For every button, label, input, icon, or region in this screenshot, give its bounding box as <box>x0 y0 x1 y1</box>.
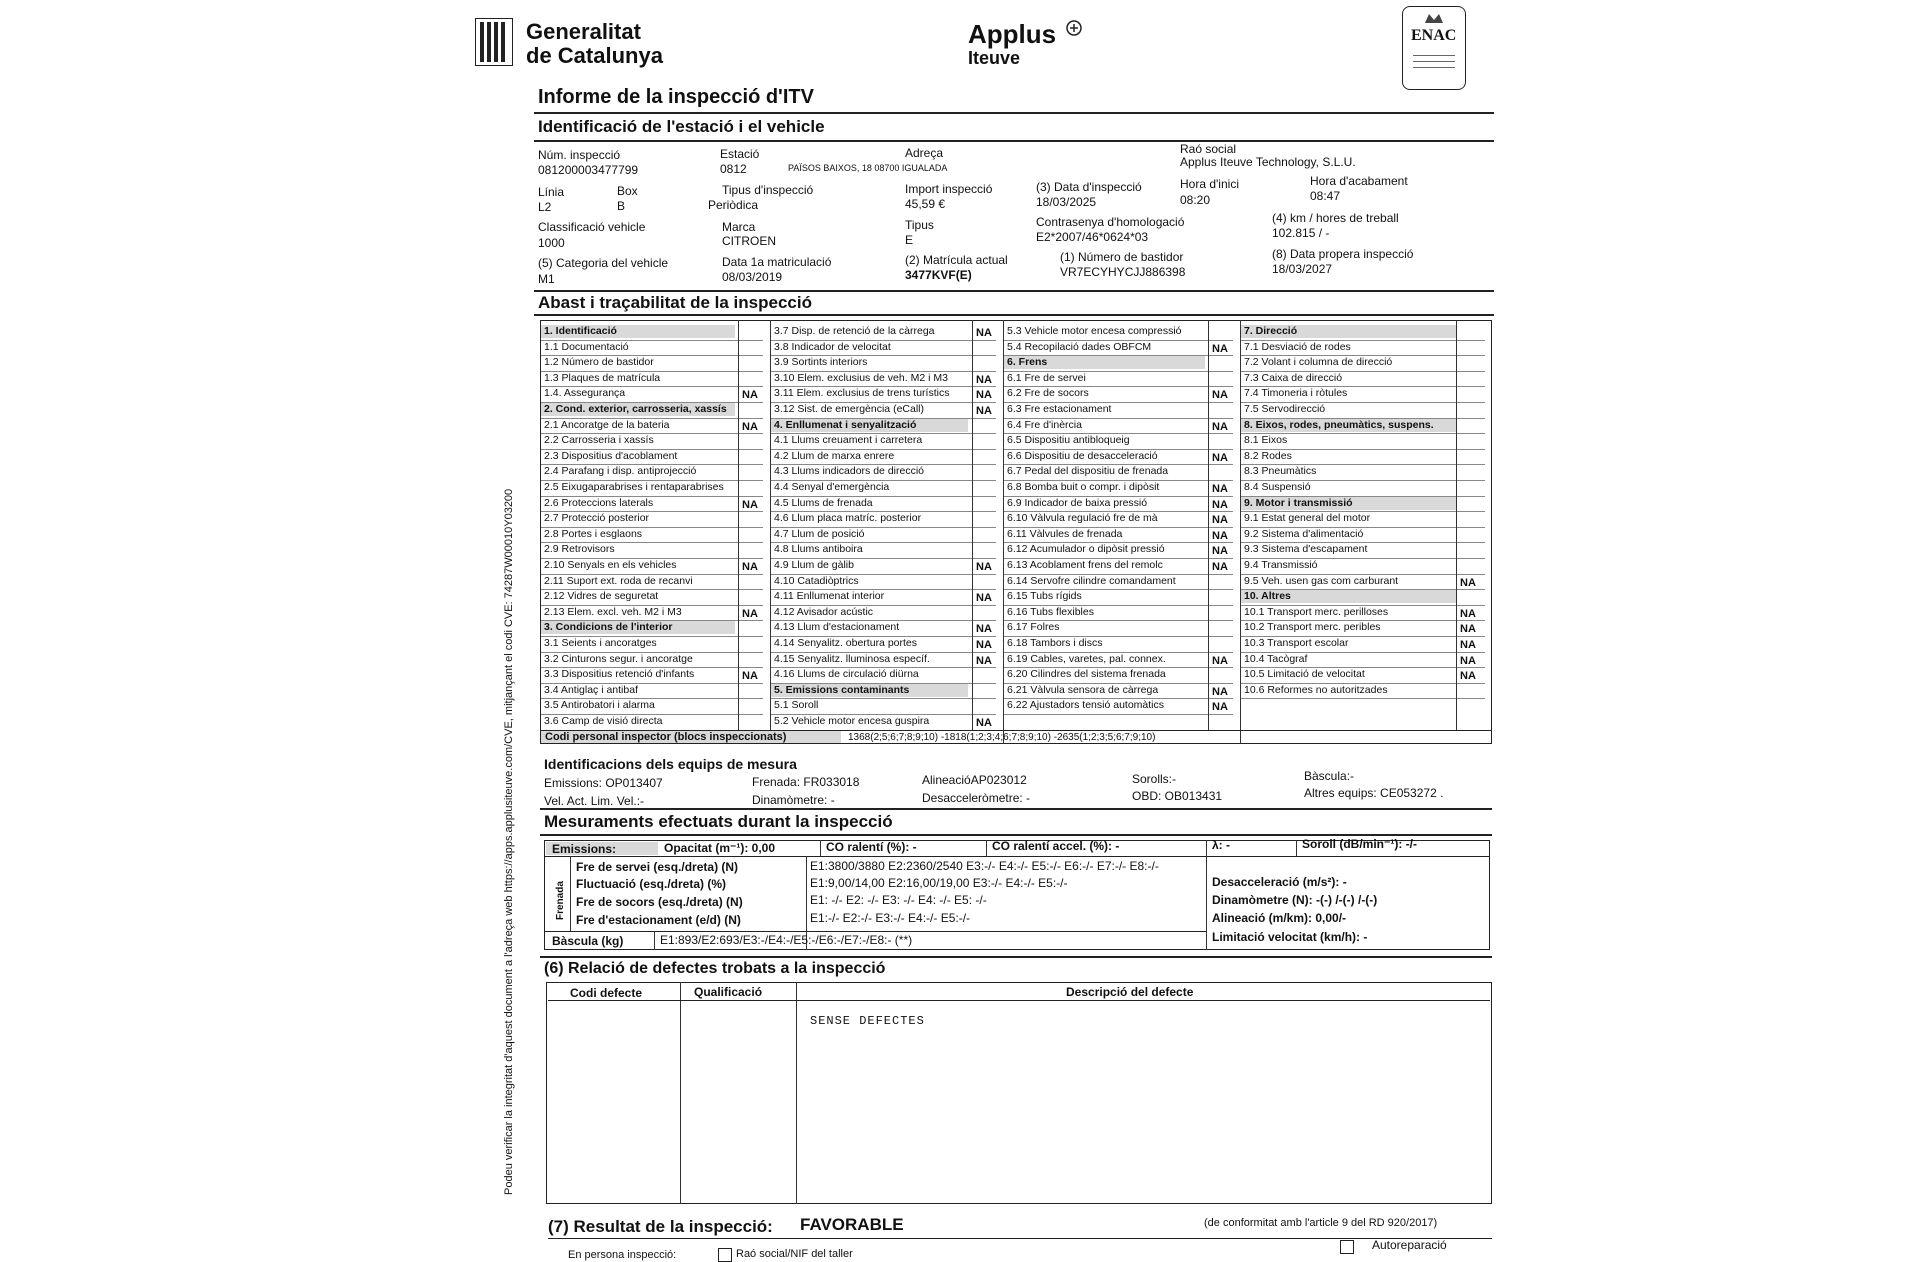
abast-item: 4.6 Llum placa matríc. posterior <box>774 512 922 525</box>
abast-item: 6.4 Fre d'inèrcia <box>1007 418 1082 431</box>
abast-item: 2. Cond. exterior, carrosseria, xassís <box>544 403 727 415</box>
abast-item: 3.12 Sist. de emergència (eCall) <box>774 403 924 415</box>
abast-item: 1.4. Assegurança <box>544 387 626 400</box>
abast-item: 4.9 Llum de gàlib <box>774 559 854 571</box>
abast-item: 4.4 Senyal d'emergència <box>774 481 890 493</box>
abast-item: 1.2 Número de bastidor <box>544 356 654 369</box>
dinam-label: Dinamòmetre (N): -(-) /-(-) /-(-) <box>1212 893 1378 907</box>
fluct-label: Fluctuació (esq./dreta) (%) <box>576 877 727 891</box>
abast-item: 6.19 Cables, varetes, pal. connex. <box>1007 652 1166 665</box>
col-descripcio: Descripció del defecte <box>1066 985 1194 999</box>
hora-ini-label: Hora d'inici <box>1180 177 1239 191</box>
hora-fi-label: Hora d'acabament <box>1310 174 1408 188</box>
abast-na-mark: NA <box>1212 342 1228 355</box>
soroll: Soroll (dB/min⁻¹): -/- <box>1302 837 1417 851</box>
estac-label: Fre d'estacionament (e/d) (N) <box>576 913 741 927</box>
abast-item: 6.15 Tubs rígids <box>1007 590 1082 603</box>
abast-item: 6.7 Pedal del dispositiu de frenada <box>1007 465 1169 478</box>
abast-item: 6.1 Fre de servei <box>1007 371 1086 384</box>
abast-item: 3.9 Sortints interiors <box>774 356 868 369</box>
desacc-label: Desacceleració (m/s²): - <box>1212 875 1347 889</box>
frenada-vertical-label: Frenada <box>555 881 566 920</box>
abast-item: 3.5 Antirobatori i alarma <box>544 699 655 712</box>
abast-item: 9.5 Veh. usen gas com carburant <box>1244 574 1399 587</box>
abast-na-mark: NA <box>976 639 992 651</box>
abast-item: 4.8 Llums antiboira <box>774 543 863 556</box>
propera-value: 18/03/2027 <box>1272 262 1333 276</box>
abast-na-mark: NA <box>742 561 758 573</box>
abast-na-mark: NA <box>1460 639 1476 651</box>
estacio-label: Estació <box>720 147 760 161</box>
estac-value: E1:-/- E2:-/- E3:-/- E4:-/- E5:-/- <box>810 911 971 925</box>
matric-data-label: Data 1a matriculació <box>722 255 832 269</box>
abast-na-mark: NA <box>1212 483 1228 495</box>
homol-value: E2*2007/46*0624*03 <box>1036 230 1149 244</box>
box-label: Box <box>617 184 638 198</box>
hora-ini-value: 08:20 <box>1180 193 1211 207</box>
codi-inspector-label: Codi personal inspector (blocs inspeccionats) <box>545 731 787 743</box>
abast-item: 7.5 Servodirecció <box>1244 403 1326 415</box>
abast-item: 10.6 Reformes no autoritzades <box>1244 683 1388 696</box>
resultat-label: (7) Resultat de la inspecció: <box>548 1217 773 1236</box>
homol-label: Contrasenya d'homologació <box>1036 215 1185 229</box>
abast-item: 8.4 Suspensió <box>1244 481 1311 493</box>
applus-plus-icon <box>1066 20 1082 41</box>
class-value: 1000 <box>538 236 565 250</box>
abast-item: 3.10 Elem. exclusius de veh. M2 i M3 <box>774 371 948 384</box>
estacio-value: 0812 <box>720 162 747 176</box>
gov-line2: de Catalunya <box>526 43 663 68</box>
abast-item: 9.4 Transmissió <box>1244 559 1318 571</box>
abast-na-mark: NA <box>1460 576 1476 589</box>
abast-item: 7.2 Volant i columna de direcció <box>1244 356 1393 369</box>
abast-na-mark: NA <box>1460 670 1476 683</box>
abast-item: 6.22 Ajustadors tensió automàtics <box>1007 699 1165 712</box>
socors-label: Fre de socors (esq./dreta) (N) <box>576 895 743 909</box>
abast-item: 4.14 Senyalitz. obertura portes <box>774 637 918 649</box>
abast-na-mark: NA <box>976 389 992 402</box>
tipus-value: E <box>905 233 914 247</box>
abast-na-mark: NA <box>976 373 992 386</box>
box-value: B <box>617 199 626 213</box>
abast-item: 4.7 Llum de posició <box>774 527 865 540</box>
fre-servei-value: E1:3800/3880 E2:2360/2540 E3:-/- E4:-/- E5:-/- E6:-/- E7:-/- E8:-/- <box>810 859 1159 873</box>
abast-item: 10.1 Transport merc. perilloses <box>1244 605 1389 618</box>
abast-item: 6.8 Bomba buit o compr. i dipòsit <box>1007 481 1160 493</box>
abast-na-mark: NA <box>1460 623 1476 636</box>
abast-item: 6.16 Tubs flexibles <box>1007 605 1094 618</box>
persona-label: En persona inspecció: <box>568 1249 677 1261</box>
autoreparacio-label: Autoreparació <box>1372 1238 1447 1252</box>
abast-item: 2.8 Portes i esglaons <box>544 527 643 540</box>
abast-item: 5.4 Recopilació dades OBFCM <box>1007 340 1152 353</box>
sense-defectes: SENSE DEFECTES <box>810 1014 925 1028</box>
equip-altres: Altres equips: CE053272 . <box>1304 786 1444 800</box>
equip-alineacio: AlineacióAP023012 <box>922 773 1027 787</box>
abast-item: 4.15 Senyalitz. lluminosa específ. <box>774 652 930 665</box>
data-label: (3) Data d'inspecció <box>1036 180 1142 194</box>
matric-label: (2) Matrícula actual <box>905 253 1008 267</box>
linia-label: Línia <box>538 185 565 199</box>
marca-label: Marca <box>722 220 756 234</box>
abast-item: 10. Altres <box>1244 590 1291 603</box>
applus-subtext: Iteuve <box>968 48 1021 68</box>
co-accel: CO ralentí accel. (%): - <box>992 839 1120 853</box>
enac-logo <box>1402 6 1466 90</box>
abast-item: 4.13 Llum d'estacionament <box>774 621 900 634</box>
abast-item: 6.18 Tambors i discs <box>1007 637 1103 649</box>
abast-na-mark: NA <box>1212 654 1228 667</box>
abast-na-mark: NA <box>976 654 992 667</box>
equip-obd: OBD: OB013431 <box>1132 789 1223 803</box>
co-ralenti: CO ralentí (%): - <box>826 840 917 854</box>
hora-fi-value: 08:47 <box>1310 189 1341 203</box>
data-value: 18/03/2025 <box>1036 195 1097 209</box>
abast-item: 1.3 Plaques de matrícula <box>544 371 661 384</box>
abast-item: 7. Direcció <box>1244 325 1298 337</box>
abast-item: 7.4 Timoneria i ròtules <box>1244 387 1348 400</box>
abast-item: 10.4 Tacògraf <box>1244 652 1308 665</box>
side-verification-text: Podeu verificar la integritat d'aquest document a l'adreça web https://apps.applusiteuve.com/CVE, mitjançant el codi CVE: 74287W00010Y03200 <box>503 488 515 1195</box>
col-codi-defecte: Codi defecte <box>570 986 643 1000</box>
abast-na-mark: NA <box>1212 701 1228 714</box>
defectes-table <box>546 982 1492 1204</box>
abast-item: 3.2 Cinturons segur. i ancoratge <box>544 652 693 665</box>
abast-na-mark: NA <box>976 592 992 605</box>
abast-item: 9.3 Sistema d'escapament <box>1244 543 1368 556</box>
marca-value: CITROEN <box>722 234 776 248</box>
abast-item: 7.1 Desviació de rodes <box>1244 340 1351 353</box>
bascula-value: E1:893/E2:693/E3:-/E4:-/E5:-/E6:-/E7:-/E8:- (**) <box>660 933 913 947</box>
abast-na-mark: NA <box>1460 654 1476 667</box>
alin-label: Alineació (m/km): 0,00/- <box>1212 911 1347 925</box>
abast-item: 4.2 Llum de marxa enrere <box>774 449 895 462</box>
abast-item: 3.7 Disp. de retenció de la càrrega <box>774 325 935 337</box>
abast-item: 2.2 Carrosseria i xassís <box>544 434 654 447</box>
abast-item: 8.1 Eixos <box>1244 434 1288 447</box>
abast-item: 8. Eixos, rodes, pneumàtics, suspens. <box>1244 418 1434 431</box>
abast-item: 8.3 Pneumàtics <box>1244 465 1317 478</box>
abast-na-mark: NA <box>1212 451 1228 464</box>
abast-item: 3.6 Camp de visió directa <box>544 715 663 727</box>
cat-label: (5) Categoria del vehicle <box>538 256 669 270</box>
bastidor-value: VR7ECYHYCJJ886398 <box>1060 265 1186 279</box>
mesuraments-heading: Mesuraments efectuats durant la inspecció <box>544 812 893 831</box>
abast-na-mark: NA <box>742 420 758 433</box>
abast-na-mark: NA <box>742 607 758 620</box>
abast-item: 4.1 Llums creuament i carretera <box>774 434 923 447</box>
abast-na-mark: NA <box>742 389 758 402</box>
tipus-insp-label: Tipus d'inspecció <box>722 183 814 197</box>
abast-item: 6.9 Indicador de baixa pressió <box>1007 496 1148 509</box>
abast-item: 2.13 Elem. excl. veh. M2 i M3 <box>544 605 682 618</box>
abast-na-mark: NA <box>742 670 758 683</box>
equip-bascula: Bàscula:- <box>1304 769 1355 783</box>
tipus-label: Tipus <box>905 218 934 232</box>
cat-value: M1 <box>538 272 555 286</box>
abast-na-mark: NA <box>1212 545 1228 558</box>
abast-item: 3.11 Elem. exclusius de trens turístics <box>774 387 950 400</box>
abast-na-mark: NA <box>1212 420 1228 433</box>
applus-logo-text: Applus <box>968 19 1057 49</box>
tipus-insp-value: Periòdica <box>708 198 759 212</box>
abast-item: 6.13 Acoblament frens del remolc <box>1007 559 1163 571</box>
abast-item: 2.6 Proteccions laterals <box>544 496 654 509</box>
abast-item: 2.5 Eixugaparabrises i rentaparabrises <box>544 481 724 493</box>
abast-na-mark: NA <box>742 498 758 511</box>
abast-na-mark: NA <box>1212 561 1228 573</box>
abast-item: 2.9 Retrovisors <box>544 543 615 556</box>
abast-item: 9.1 Estat general del motor <box>1244 512 1371 525</box>
abast-item: 3.4 Antiglaç i antibaf <box>544 683 638 696</box>
abast-item: 9.2 Sistema d'alimentació <box>1244 527 1364 540</box>
generalitat-logo <box>475 18 513 66</box>
abast-item: 5.2 Vehicle motor encesa guspira <box>774 715 930 727</box>
bascula-label: Bàscula (kg) <box>552 934 624 948</box>
emissions-label: Emissions: <box>552 842 617 856</box>
page-title: Informe de la inspecció d'ITV <box>538 86 814 108</box>
abast-na-mark: NA <box>976 405 992 417</box>
import-label: Import inspecció <box>905 182 993 196</box>
abast-na-mark: NA <box>1212 498 1228 511</box>
equip-desaccel: Desacceleròmetre: - <box>922 791 1031 805</box>
abast-item: 6.10 Vàlvula regulació fre de mà <box>1007 512 1158 525</box>
abast-item: 3. Condicions de l'interior <box>544 621 673 634</box>
abast-na-mark: NA <box>976 561 992 573</box>
fre-servei-label: Fre de servei (esq./dreta) (N) <box>576 860 739 874</box>
abast-item: 9. Motor i transmissió <box>1244 496 1353 509</box>
abast-item: 2.1 Ancoratge de la bateria <box>544 418 670 431</box>
opacitat: Opacitat (m⁻¹): 0,00 <box>664 841 776 855</box>
abast-item: 6.14 Servofre cilindre comandament <box>1007 574 1176 587</box>
defectes-heading: (6) Relació de defectes trobats a la inspecció <box>544 960 886 977</box>
rao-value: Applus Iteuve Technology, S.L.U. <box>1180 155 1356 169</box>
abast-item: 1.1 Documentació <box>544 340 629 353</box>
num-value: 081200003477799 <box>538 163 639 177</box>
abast-item: 6.6 Dispositiu de desacceleració <box>1007 449 1158 462</box>
abast-item: 2.7 Protecció posterior <box>544 512 650 525</box>
abast-na-mark: NA <box>976 717 992 729</box>
abast-item: 4.16 Llums de circulació diürna <box>774 668 919 681</box>
equip-emissions: Emissions: OP013407 <box>544 776 663 790</box>
abast-item: 4.10 Catadiòptrics <box>774 574 859 587</box>
limit-label: Limitació velocitat (km/h): - <box>1212 930 1368 944</box>
enac-text: ENAC <box>1411 27 1457 44</box>
rao-nif-label: Raó social/NIF del taller <box>736 1248 853 1260</box>
abast-item: 3.1 Seients i ancoratges <box>544 637 657 649</box>
abast-item: 2.4 Parafang i disp. antiprojecció <box>544 465 697 478</box>
abast-item: 4.12 Avisador acústic <box>774 605 874 618</box>
abast-item: 6.3 Fre estacionament <box>1007 403 1112 415</box>
abast-item: 4.5 Llums de frenada <box>774 496 873 509</box>
abast-item: 10.5 Limitació de velocitat <box>1244 668 1365 681</box>
abast-item: 10.2 Transport merc. peribles <box>1244 621 1381 634</box>
adreca-label: Adreça <box>905 146 944 160</box>
abast-na-mark: NA <box>1212 514 1228 527</box>
abast-item: 6. Frens <box>1007 356 1048 369</box>
class-label: Classificació vehicle <box>538 220 646 234</box>
abast-na-mark: NA <box>1212 529 1228 542</box>
adreca-value: PAÏSOS BAIXOS, 18 08700 IGUALADA <box>788 163 948 173</box>
abast-item: 4.3 Llums indicadors de direcció <box>774 465 924 478</box>
abast-item: 7.3 Caixa de direcció <box>1244 371 1343 384</box>
equip-dinamometre: Dinamòmetre: - <box>752 793 835 807</box>
matric-value: 3477KVF(E) <box>905 268 972 282</box>
abast-item: 6.11 Vàlvules de frenada <box>1007 527 1123 540</box>
lambda: λ: - <box>1212 838 1230 852</box>
resultat-note: (de conformitat amb l'article 9 del RD 920/2017) <box>1204 1217 1438 1229</box>
abast-item: 4.11 Enllumenat interior <box>774 590 885 603</box>
abast-heading: Abast i traçabilitat de la inspecció <box>538 293 812 312</box>
abast-item: 3.3 Dispositius retenció d'infants <box>544 668 695 681</box>
abast-item: 6.21 Vàlvula sensora de càrrega <box>1007 683 1159 696</box>
equip-sorolls: Sorolls:- <box>1132 772 1177 786</box>
abast-item: 6.12 Acumulador o dipòsit pressió <box>1007 543 1165 556</box>
abast-item: 5. Emissions contaminants <box>774 683 910 696</box>
abast-item: 6.20 Cilindres del sistema frenada <box>1007 668 1166 681</box>
codi-inspector-value: 1368(2;5;6;7;8;9;10) -1818(1;2;3;4;6;7;8;9;10) -2635(1;2;3;5;6;7;9;10) <box>848 732 1156 743</box>
km-value: 102.815 / - <box>1272 226 1330 240</box>
abast-item: 2.3 Dispositius d'acoblament <box>544 449 678 462</box>
fluct-value: E1:9,00/14,00 E2:16,00/19,00 E3:-/- E4:-/- E5:-/- <box>810 876 1068 890</box>
rao-label: Raó social <box>1180 142 1237 156</box>
bastidor-label: (1) Número de bastidor <box>1060 250 1184 264</box>
socors-value: E1: -/- E2: -/- E3: -/- E4: -/- E5: -/- <box>810 893 987 907</box>
abast-na-mark: NA <box>976 623 992 636</box>
abast-item: 6.5 Dispositiu antibloqueig <box>1007 434 1130 447</box>
gov-line1: Generalitat <box>526 19 641 44</box>
propera-label: (8) Data propera inspecció <box>1272 247 1414 261</box>
autoreparacio-checkbox[interactable] <box>1340 1240 1354 1254</box>
equip-frenada: Frenada: FR033018 <box>752 775 860 789</box>
abast-item: 8.2 Rodes <box>1244 449 1292 462</box>
abast-item: 5.3 Vehicle motor encesa compressió <box>1007 325 1182 337</box>
import-value: 45,59 € <box>905 197 946 211</box>
km-label: (4) km / hores de treball <box>1272 211 1399 225</box>
abast-item: 1. Identificació <box>544 325 617 337</box>
abast-item: 5.1 Soroll <box>774 699 819 712</box>
abast-item: 4. Enllumenat i senyalització <box>774 418 917 431</box>
abast-item: 2.10 Senyals en els vehicles <box>544 559 677 571</box>
abast-na-mark: NA <box>1212 389 1228 402</box>
ident-heading: Identificació de l'estació i el vehicle <box>538 117 825 136</box>
abast-na-mark: NA <box>1460 607 1476 620</box>
abast-item: 3.8 Indicador de velocitat <box>774 340 891 353</box>
abast-na-mark: NA <box>976 327 992 339</box>
abast-item: 2.12 Vidres de seguretat <box>544 590 659 603</box>
abast-item: 6.17 Folres <box>1007 621 1060 634</box>
abast-item: 10.3 Transport escolar <box>1244 637 1349 649</box>
equip-vel: Vel. Act. Lim. Vel.:- <box>544 794 645 808</box>
resultat-value: FAVORABLE <box>800 1215 904 1234</box>
col-qualificacio: Qualificació <box>694 985 763 999</box>
abast-item: 2.11 Suport ext. roda de recanvi <box>544 574 693 587</box>
matric-data-value: 08/03/2019 <box>722 270 783 284</box>
abast-na-mark: NA <box>1212 685 1228 698</box>
equips-heading: Identificacions dels equips de mesura <box>544 756 797 772</box>
abast-item: 6.2 Fre de socors <box>1007 387 1089 400</box>
linia-value: L2 <box>538 200 552 214</box>
num-label: Núm. inspecció <box>538 148 621 162</box>
